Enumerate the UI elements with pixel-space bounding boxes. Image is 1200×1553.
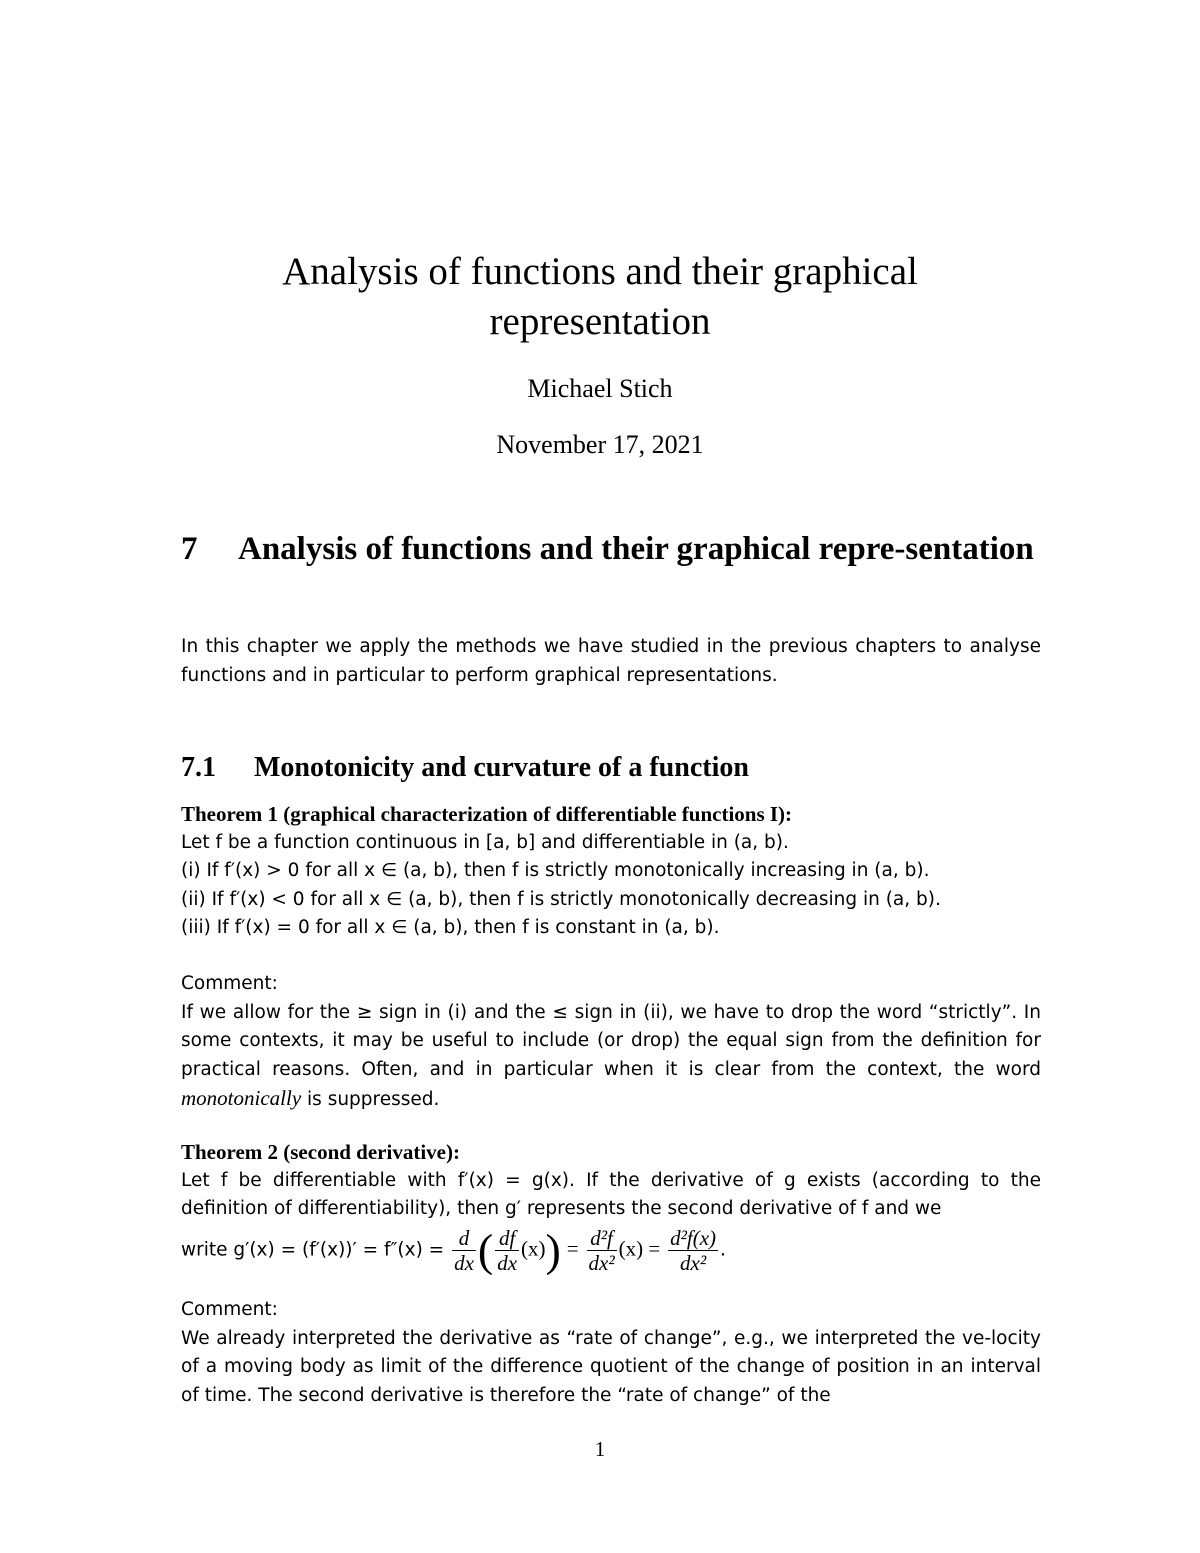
theorem-2-heading: Theorem 2 (second derivative): (181, 1140, 460, 1164)
author: Michael Stich (527, 374, 673, 403)
theorem-1-heading: Theorem 1 (graphical characterization of differentiable functions I): (181, 802, 793, 826)
theorem-1-item-iii: (iii) If f′(x) = 0 for all x ∈ (a, b), then f is constant in (a, b). (181, 917, 720, 938)
comment-2-text: We already interpreted the derivative as “rate of change”, e.g., we interpreted the ve-locity of a moving body as limit of the difference quotient of the change of position in an interval of time. The second derivative is therefore the “rate of change” of the (181, 1327, 1041, 1406)
section-number: 7 (181, 531, 198, 567)
date: November 17, 2021 (496, 430, 704, 459)
theorem-2 (181, 1138, 1041, 1275)
second-derivative-formula: write g′(x) = (f′(x))′ = f″(x) = $\frac{d}{dx}$ ( $\frac{df}{dx}$ (x)) = $\frac{\text{d²f}}{\text{dx²}}$ (x) = $\frac{\text{d²f(x)}}{\text{dx²}}$ . (181, 1224, 726, 1275)
intro-paragraph: In this chapter we apply the methods we have studied in the previous chapters to analyse functions and in particular to perform graphical representations. (181, 636, 1041, 686)
page-number: 1 (594, 1437, 606, 1461)
comment-1 (181, 970, 1041, 1115)
theorem-1 (181, 800, 1041, 943)
emphasis-monotonically: monotonically (181, 1086, 302, 1110)
section-heading (181, 528, 1061, 571)
section-title: Analysis of functions and their graphical repre-sentation (238, 531, 1034, 567)
subsection-heading (181, 752, 749, 784)
comment-2-label: Comment: (181, 1299, 278, 1320)
fraction-df-dx: $\frac{df}{dx}$ (497, 1225, 518, 1275)
comment-1-label: Comment: (181, 973, 278, 994)
subsection-title: Monotonicity and curvature of a function (254, 752, 749, 783)
title-line-2: representation (489, 300, 711, 343)
theorem-1-item-i: (i) If f′(x) > 0 for all x ∈ (a, b), then f is strictly monotonically increasing in (a, b). (181, 860, 930, 881)
comment-1-text: If we allow for the ≥ sign in (i) and the ≤ sign in (ii), we have to drop the word “strictly”. In some contexts, it may be useful to include (or drop) the equal sign from the definition for practical reasons. Often, and in particular when it is clear from the context, the word monotonically is suppressed. (181, 1001, 1041, 1110)
fraction-d2f-dx2: $\frac{\text{d²f}}{\text{dx²}}$ (588, 1225, 615, 1275)
subsection-number: 7.1 (181, 752, 216, 783)
fraction-d-dx: $\frac{d}{dx}$ (454, 1225, 474, 1275)
title-line-1: Analysis of functions and their graphical (282, 250, 918, 293)
theorem-1-item-ii: (ii) If f′(x) < 0 for all x ∈ (a, b), then f is strictly monotonically decreasing in (a, b). (181, 888, 941, 910)
document-title (0, 247, 1200, 347)
comment-2 (181, 1296, 1041, 1410)
theorem-2-text: Let f be differentiable with f′(x) = g(x). If the derivative of g exists (according to the definition of differentiability), then g′ represents the second derivative of f and we (181, 1169, 1041, 1219)
fraction-d2fx-dx2: $\frac{\text{d²f(x)}}{\text{dx²}}$ (670, 1225, 717, 1275)
theorem-1-intro: Let f be a function continuous in [a, b] and differentiable in (a, b). (181, 831, 789, 853)
